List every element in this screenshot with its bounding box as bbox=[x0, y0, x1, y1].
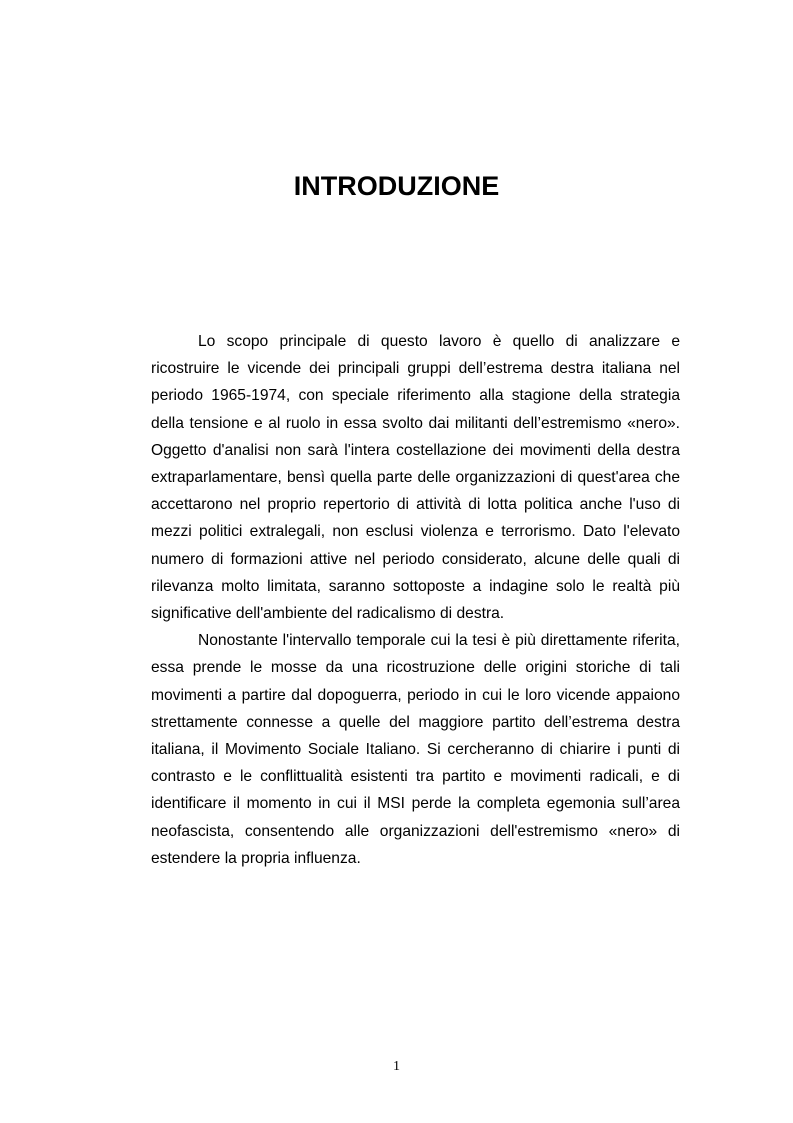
page-number: 1 bbox=[393, 1059, 400, 1074]
body-text bbox=[151, 328, 680, 872]
paragraph-1: Lo scopo principale di questo lavoro è quello di analizzare e ricostruire le vicende dei principali gruppi dell’estrema destra italiana nel periodo 1965-1974, con speciale riferimento alla stagione della strategia della tensione e al ruolo in essa svolto dai militanti dell’estremismo «nero». Oggetto d'analisi non sarà l'intera costellazione dei movimenti della destra extraparlamentare, bensì quella parte delle organizzazioni di quest'area che accettarono nel proprio repertorio di attività di lotta politica anche l'uso di mezzi politici extralegali, non esclusi violenza e terrorismo. Dato l'elevato numero di formazioni attive nel periodo considerato, alcune delle quali di rilevanza molto limitata, saranno sottoposte a indagine solo le realtà più significative dell'ambiente del radicalismo di destra. bbox=[151, 333, 680, 623]
page-title: INTRODUZIONE bbox=[293, 171, 500, 201]
paragraph-2: Nonostante l'intervallo temporale cui la tesi è più direttamente riferita, essa prende le mosse da una ricostruzione delle origini storiche di tali movimenti a partire dal dopoguerra, periodo in cui le loro vicende appaiono strettamente connesse a quelle del maggiore partito dell’estrema destra italiana, il Movimento Sociale Italiano. Si cercheranno di chiarire i punti di contrasto e le conflittualità esistenti tra partito e movimenti radicali, e di identificare il momento in cui il MSI perde la completa egemonia sull’area neofascista, consentendo alle organizzazioni dell'estremismo «nero» di estendere la propria influenza. bbox=[151, 632, 680, 867]
